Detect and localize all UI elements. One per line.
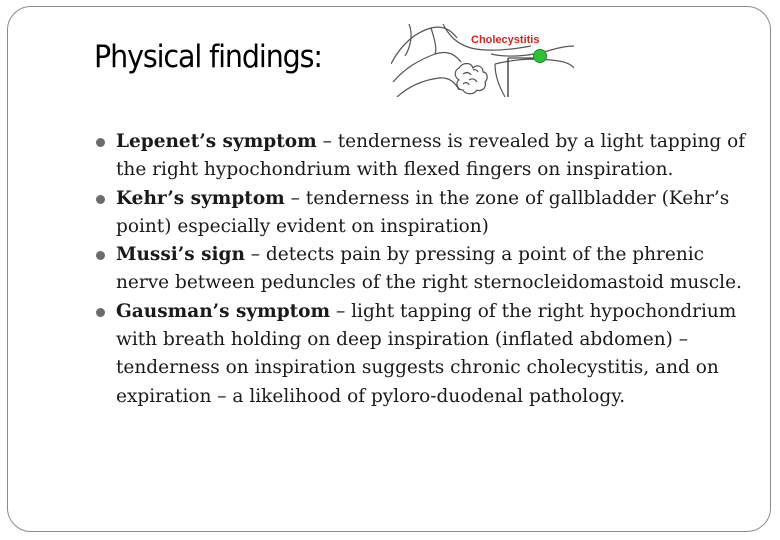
finding-term: Lepenet’s symptom (116, 131, 317, 152)
list-item (96, 298, 746, 411)
slide (7, 6, 771, 532)
finding-text: – detects pain by pressing a point of the phrenic nerve between peduncles of the right sternocleidomastoid muscle. (116, 244, 742, 294)
slide-title: Physical findings: (94, 39, 322, 75)
finding-term: Kehr’s symptom (116, 187, 285, 209)
finding-text: – light tapping of the right hypochondrium with breath holding on deep inspiration (inflated abdomen) – tenderness on inspiration suggests chronic cholecystitis, and on expiration – a likelihood of pyloro-duodenal pathology. (116, 300, 737, 407)
gallbladder-marker-icon (534, 50, 547, 63)
bullet-icon (96, 308, 105, 317)
finding-term: Gausman’s symptom (116, 300, 331, 322)
bullet-icon (96, 195, 105, 204)
cholecystitis-illustration (391, 24, 574, 97)
finding-text: – tenderness is revealed by a light tapping of the right hypochondrium with flexed fingers on inspiration. (116, 131, 746, 181)
list-item (96, 241, 746, 298)
finding-text: – tenderness in the zone of gallbladder (Kehr’s point) especially evident on inspiration) (116, 187, 730, 237)
bullet-icon (96, 251, 105, 260)
illustration-label: Cholecystitis (471, 34, 540, 46)
findings-list (96, 128, 746, 411)
list-item (96, 185, 746, 242)
finding-term: Mussi’s sign (116, 244, 245, 266)
list-item (96, 128, 746, 185)
bullet-icon (96, 138, 105, 147)
